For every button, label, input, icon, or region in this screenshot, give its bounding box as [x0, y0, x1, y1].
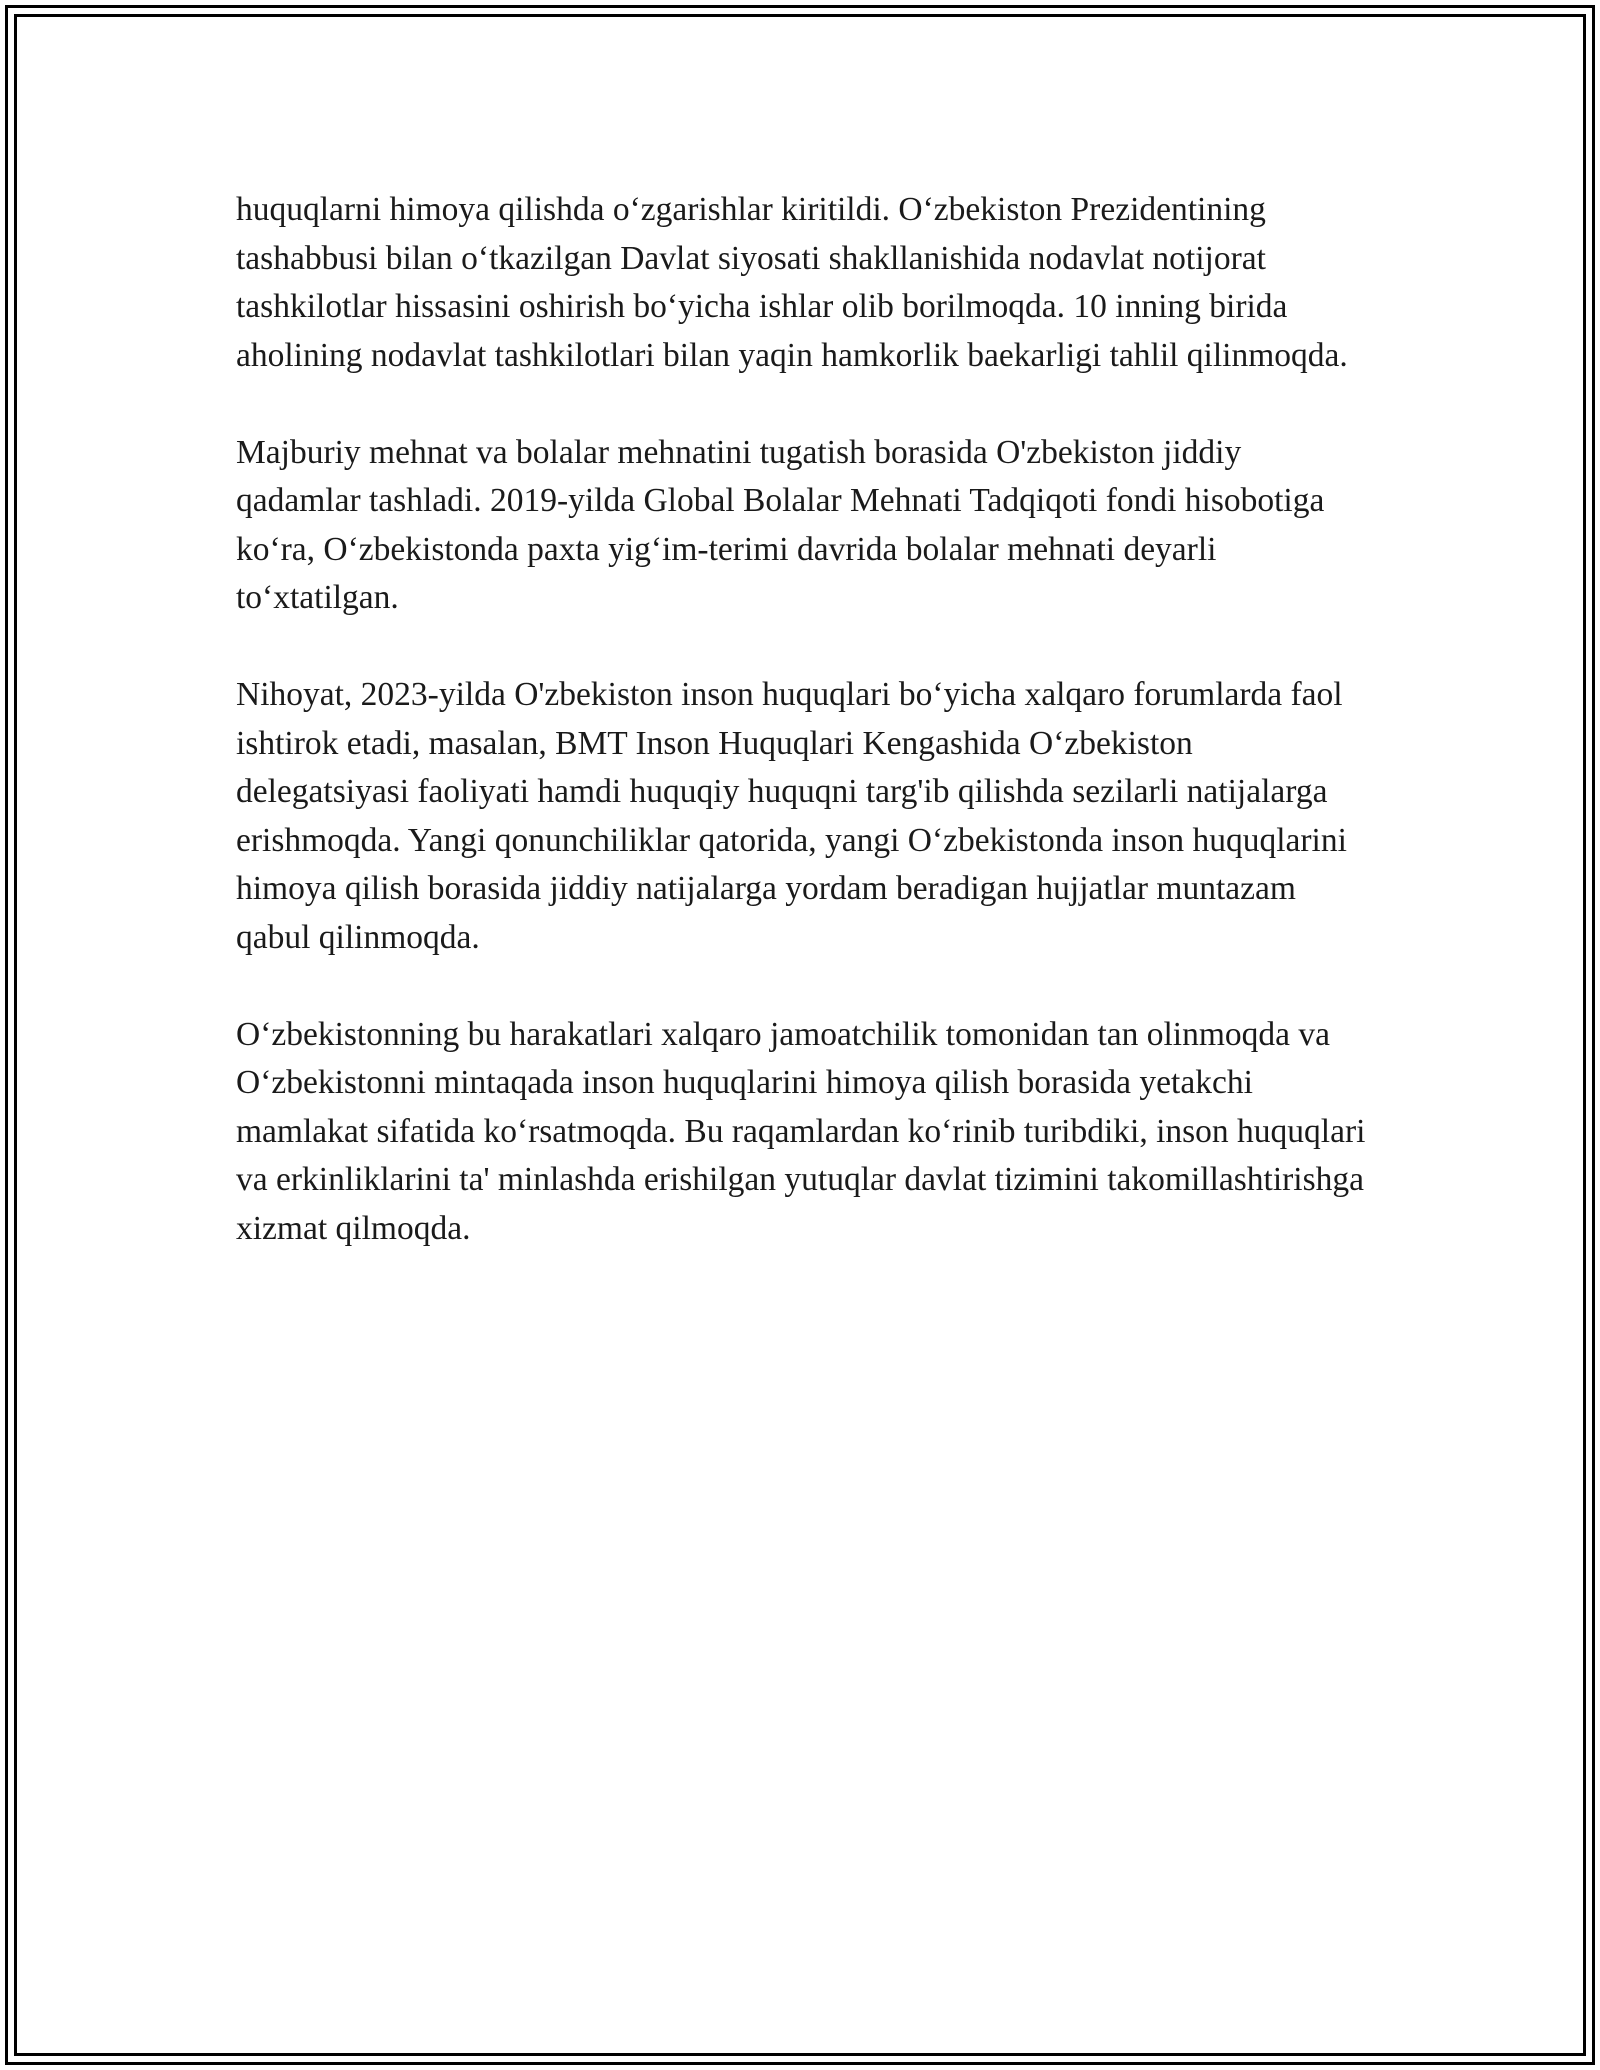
paragraph-2: Majburiy mehnat va bolalar mehnatini tugatish borasida O'zbekiston jiddiy qadamlar tashladi. 2019-yilda Global Bolalar Mehnati Tadqiqoti fondi hisobotiga ko‘ra, O‘zbekistonda paxta yig‘im-terimi davrida bolalar mehnati deyarli to‘xtatilgan.: [236, 433, 1325, 616]
paragraph-1: huquqlarni himoya qilishda o‘zgarishlar kiritildi. O‘zbekiston Prezidentining tashabbusi bilan o‘tkazilgan Davlat siyosati shakllanishida nodavlat notijorat tashkilotlar hissasini oshirish bo‘yicha ishlar olib borilmoqda. 10 inning birida aholining nodavlat tashkilotlari bilan yaqin hamkorlik baekarligi tahlil qilinmoqda.: [236, 191, 1348, 374]
document-body: [236, 186, 1366, 1302]
paragraph-3: Nihoyat, 2023-yilda O'zbekiston inson huquqlari bo‘yicha xalqaro forumlarda faol ishtirok etadi, masalan, BMT Inson Huquqlari Kengashida O‘zbekiston delegatsiyasi faoliyati hamdi huquqiy huquqni targ'ib qilishda sezilarli natijalarga erishmoqda. Yangi qonunchiliklar qatorida, yangi O‘zbekistonda inson huquqlarini himoya qilish borasida jiddiy natijalarga yordam beradigan hujjatlar muntazam qabul qilinmoqda.: [236, 676, 1347, 956]
paragraph-4: O‘zbekistonning bu harakatlari xalqaro jamoatchilik tomonidan tan olinmoqda va O‘zbekistonni mintaqada inson huquqlarini himoya qilish borasida yetakchi mamlakat sifatida ko‘rsatmoqda. Bu raqamlardan ko‘rinib turibdiki, inson huquqlari va erkinliklarini ta' minlashda erishilgan yutuqlar davlat tizimini takomillashtirishga xizmat qilmoqda.: [236, 1015, 1366, 1247]
